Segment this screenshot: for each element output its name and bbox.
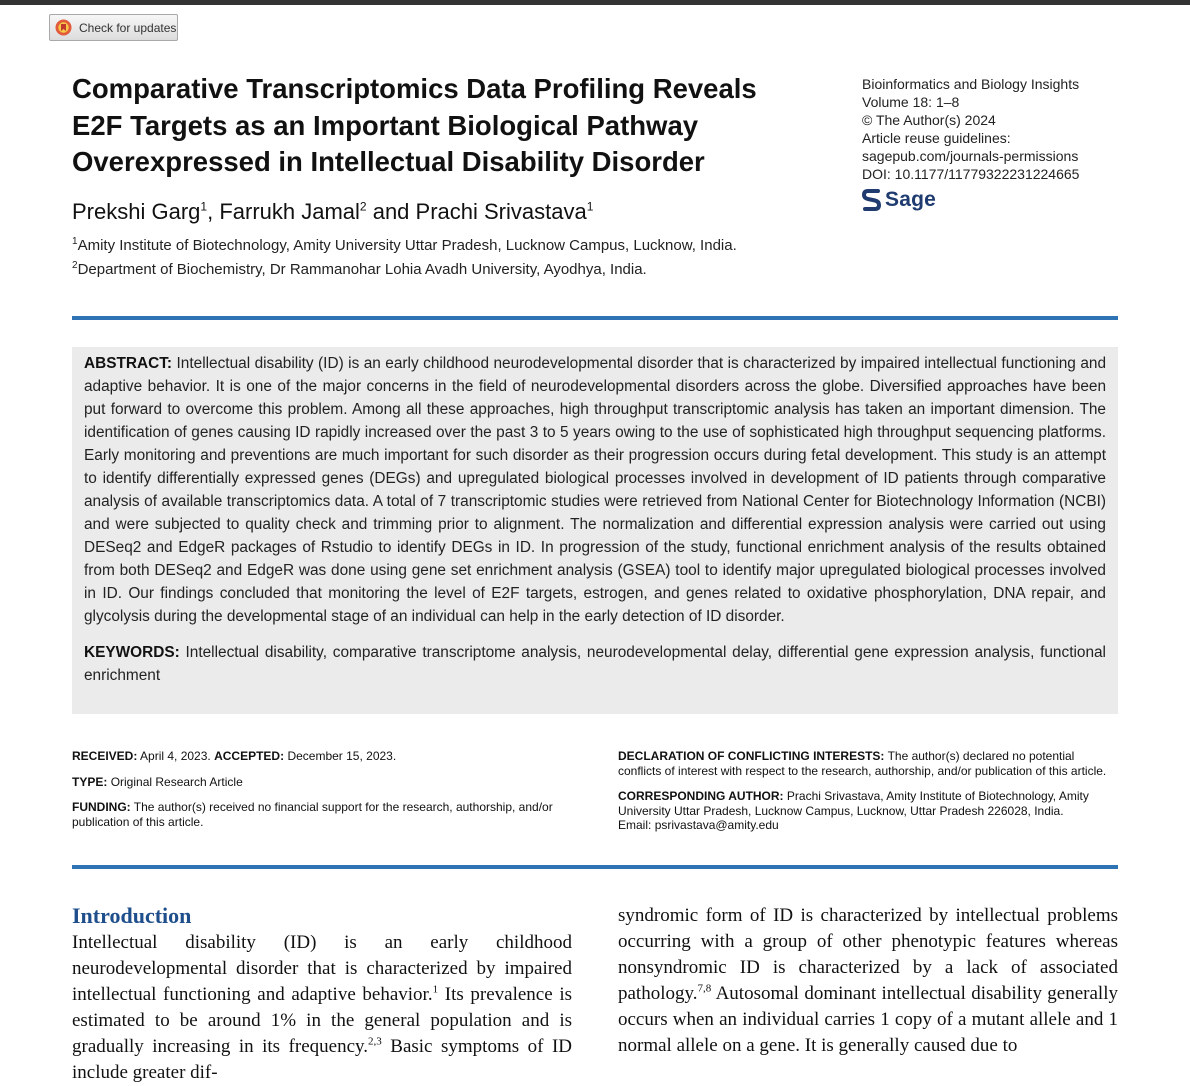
intro-right-column <box>618 903 1118 1059</box>
intro-heading: Introduction <box>72 903 192 928</box>
accepted-date: December 15, 2023. <box>287 749 397 763</box>
affiliation-marker: 1 <box>200 199 208 214</box>
sage-s-icon <box>862 188 882 212</box>
article-title: Comparative Transcriptomics Data Profiling Reveals E2F Targets as an Important Biological Pathway Overexpressed in Intellectual Disability Disorder <box>72 73 757 177</box>
intro-paragraph: Intellectual disability (ID) is an early childhood neurodevelopmental disorder that is characterized by impaired intellectual functioning and adaptive behavior.$^1$ Its prevalence is estimated to be around 1% in the general population and is gradually increasing in its frequency.$^{2,3}$ Basic symptoms of ID include greater dif- <box>72 932 573 1083</box>
check-updates-icon <box>55 19 72 36</box>
affiliation-marker: 1 <box>586 199 594 214</box>
intro-left-column <box>72 903 572 1086</box>
sage-logo[interactable] <box>862 188 1162 212</box>
author-name[interactable]: Farrukh Jamal <box>219 199 360 224</box>
reuse-label: Article reuse guidelines: <box>862 130 1011 146</box>
reference-marker[interactable]: 7,8 <box>697 982 712 995</box>
author-list: Prekshi Garg$^1$, Farrukh Jamal$^2$ and Prachi Srivastava$^1$ <box>72 199 594 224</box>
publisher-name: Sage <box>885 188 936 211</box>
affiliations: $^1$Amity Institute of Biotechnology, Amity University Uttar Pradesh, Lucknow Campus, Lucknow, India. $^2$Department of Biochemistry, Dr Rammanohar Lohia Avadh University, Ayodhya, India. <box>72 236 737 278</box>
header-divider <box>72 316 1118 320</box>
abstract <box>84 352 1106 628</box>
affiliation-2: Department of Biochemistry, Dr Rammanohar Lohia Avadh University, Ayodhya, India. <box>77 261 647 278</box>
copyright: © The Author(s) 2024 <box>862 112 996 128</box>
dates: RECEIVED: April 4, 2023. ACCEPTED: December 15, 2023. <box>72 749 397 763</box>
journal-info <box>862 75 1162 212</box>
intro-paragraph: syndromic form of ID is characterized by intellectual problems occurring with a group of other phenotypic features whereas nonsyndromic ID is characterized by a lack of associated pathology.$^{7,8}$ Autosomal dominant intellectual disability generally occurs when an individual carries 1 copy of a mutant allele and 1 normal allele on a gene. It is generally caused due to <box>618 905 1118 1056</box>
reference-marker[interactable]: 2,3 <box>368 1035 382 1048</box>
keywords-text: Intellectual disability, comparative transcriptome analysis, neurodevelopmental delay, differential gene expression analysis, functional enrichment <box>84 644 1106 684</box>
abstract-box <box>72 347 1118 714</box>
affiliation-1: Amity Institute of Biotechnology, Amity University Uttar Pradesh, Lucknow Campus, Lucknow, India. <box>77 237 737 254</box>
meta-divider <box>72 865 1118 869</box>
top-bar <box>0 0 1190 5</box>
author-name[interactable]: Prachi Srivastava <box>415 199 587 224</box>
reference-marker[interactable]: 1 <box>432 983 439 996</box>
doi[interactable]: DOI: 10.1177/11779322231224665 <box>862 166 1080 182</box>
article-meta-left <box>72 749 577 840</box>
affiliation-marker: 2 <box>359 199 367 214</box>
email-link[interactable]: psrivastava@amity.edu <box>654 818 779 832</box>
received-date: April 4, 2023. <box>140 749 211 763</box>
article-type: TYPE: Original Research Article <box>72 774 243 789</box>
abstract-text: Intellectual disability (ID) is an early childhood neurodevelopmental disorder that is characterized by impaired intellectual functioning and adaptive behavior. It is one of the major concerns in the field of neurodevelopmental disorders across the globe. Diversified approaches have been put forward to overcome this problem. Among all these approaches, high throughput transcriptomic analysis has taken an important dimension. The identification of genes causing ID rapidly increased over the past 3 to 5 years owing to the use of sophisticated high throughput sequencing platforms. Early monitoring and preventions are much important for such disorder as their progression occurs during fetal development. This study is an attempt to identify differentially expressed genes (DEGs) and upregulated biological processes involved in development of ID patients through comparative analysis of available transcriptomics data. A total of 7 transcriptomic studies were retrieved from National Center for Biotechnology Information (NCBI) and were subjected to quality check and trimming prior to alignment. The normalization and differential expression analysis were carried out using DESeq2 and EdgeR packages of Rstudio to identify DEGs in ID. In progression of the study, functional enrichment analysis of the results obtained from both DESeq2 and EdgeR was done using gene set enrichment analysis (GSEA) tool to identify major upregulated biological processes involved in ID. Our findings concluded that monitoring the level of E2F targets, estrogen, and genes related to oxidative phosphorylation, DNA repair, and glycolysis during the developmental stage of an individual can help in the early detection of ID disorder. <box>84 355 1106 625</box>
corresponding-author: CORRESPONDING AUTHOR: Prachi Srivastava, Amity Institute of Biotechnology, Amity University Uttar Pradesh, Lucknow Campus, Lucknow, Uttar Pradesh 226028, India. Email: psrivastava@amity.edu <box>618 789 1089 832</box>
author-name[interactable]: Prekshi Garg <box>72 199 201 224</box>
journal-volume: Volume 18: 1–8 <box>862 94 960 110</box>
funding: FUNDING: The author(s) received no financial support for the research, authorship, and/or publication of this article. <box>72 800 553 829</box>
article-meta-right <box>618 749 1118 844</box>
conflicts: DECLARATION OF CONFLICTING INTERESTS: The author(s) declared no potential conflicts of interest with respect to the research, authorship, and/or publication of this article. <box>618 749 1107 778</box>
keywords-label: KEYWORDS: <box>84 644 180 661</box>
keywords <box>84 642 1106 687</box>
journal-name: Bioinformatics and Biology Insights <box>862 76 1080 92</box>
reuse-link[interactable]: sagepub.com/journals-permissions <box>862 148 1079 164</box>
abstract-label: ABSTRACT: <box>84 355 173 372</box>
check-for-updates-button[interactable] <box>49 14 178 41</box>
check-updates-label: Check for updates <box>79 20 177 35</box>
